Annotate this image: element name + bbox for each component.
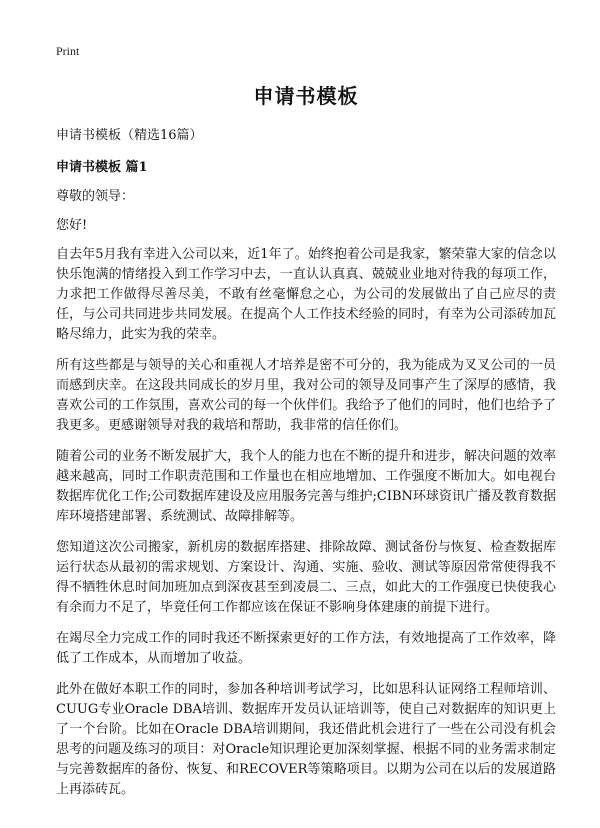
paragraph-1: 自去年5月我有幸进入公司以来，近1年了。始终抱着公司是我家，繁荣靠大家的信念以快乐饱满的情绪投入到工作学习中去，一直认认真真、兢兢业业地对待我的每项工作，力求把工作做得尽善尽美，不敢有丝毫懈怠之心，为公司的发展做出了自己应尽的责任，与公司共同进步共同发展。在提高个人工作技术经验的同时，有幸为公司添砖加瓦略尽绵力，此实为我的荣幸。 (56, 247, 556, 342)
document-subtitle: 申请书模板（精选16篇） (56, 128, 203, 143)
print-label: Print (56, 44, 80, 58)
paragraph-2: 所有这些都是与领导的关心和重视人才培养是密不可分的，我为能成为叉叉公司的一员而感到庆幸。在这段共同成长的岁月里，我对公司的领导及同事产生了深厚的感情，我喜欢公司的工作氛围，喜欢公司的每一个伙伴们。我给予了他们的同时，他们也给予了我更多。更感谢领导对我的栽培和帮助，我非常的信任你们。 (56, 358, 556, 433)
paragraph-3: 随着公司的业务不断发展扩大，我个人的能力也在不断的提升和进步，解决问题的效率越来越高，同时工作职责范围和工作量也在相应地增加、工作强度不断加大。如电视台数据库优化工作;公司数据库建设及应用服务完善与维护;CIBN环球资讯广播及教育数据库环境搭建部署、系统测试、故障排解等。 (56, 449, 556, 524)
section-heading: 申请书模板 篇1 (56, 160, 148, 175)
paragraph-6: 此外在做好本职工作的同时，参加各种培训考试学习，比如思科认证网络工程师培训、CUUG专业Oracle DBA培训、数据库开发员认证培训等，使自己对数据库的知识更上了一个台阶。比如在Oracle DBA培训期间，我还借此机会进行了一些在公司没有机会思考的问题及练习的项目：对Oracle知识理论更加深刻掌握、根据不同的业务需求制定与完善数据库的备份、恢复、和RECOVER等策略项目。以期为公司在以后的发展道路上再添砖瓦。 (56, 682, 556, 797)
paragraph-5: 在竭尽全力完成工作的同时我还不断探索更好的工作方法，有效地提高了工作效率，降低了工作成本，从而增加了收益。 (56, 631, 556, 666)
document-page (56, 44, 556, 811)
salutation: 尊敬的领导： (56, 189, 135, 204)
paragraph-4: 您知道这次公司搬家，新机房的数据库搭建、排除故障、测试备份与恢复、检查数据库运行状态从最初的需求规划、方案设计、沟通、实施、验收、测试等原因常常使得我不得不牺牲休息时间加班加点到深夜甚至到凌晨二、三点，如此大的工作强度已快使我心有余而力不足了，毕竟任何工作都应该在保证不影响身体建康的前提下进行。 (56, 540, 556, 615)
greeting: 您好! (56, 218, 88, 233)
page-title: 申请书模板 (253, 84, 359, 108)
